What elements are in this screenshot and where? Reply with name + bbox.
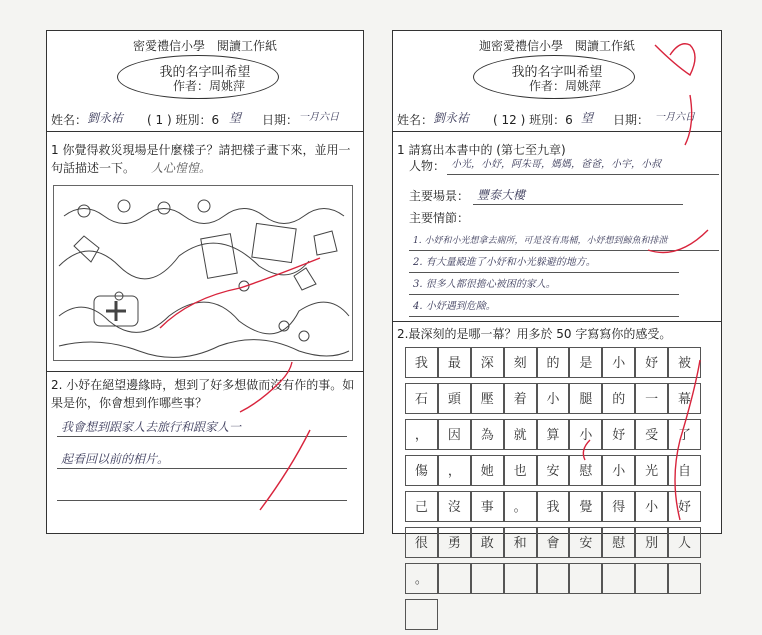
grid-cell: 的 [602, 383, 635, 414]
grid-cell [537, 563, 570, 594]
book-author: 作者：周姚萍 [173, 79, 246, 93]
question-2: 2.最深刻的是哪一幕？用多於 50 字寫寫你的感受。 [397, 327, 672, 341]
grid-cell: 石 [405, 383, 438, 414]
grid-cell [471, 563, 504, 594]
school-header: 迦密愛禮信小學 閱讀工作紙 [478, 39, 635, 53]
divider [47, 371, 363, 372]
grid-cell: 刻 [504, 347, 537, 378]
grid-cell: 小 [569, 419, 602, 450]
grid-cell: 我 [537, 491, 570, 522]
question-1: 1 請寫出本書中的 (第七至九章) [397, 143, 566, 157]
grid-cell: 小 [537, 383, 570, 414]
date-label: 日期： [262, 113, 299, 127]
date-value: 一月六日 [655, 112, 695, 123]
grid-cell: 妤 [635, 347, 668, 378]
plot-label: 主要情節： [409, 211, 470, 225]
grid-cell [635, 563, 668, 594]
grid-cell: 和 [504, 527, 537, 558]
divider [393, 131, 721, 132]
grid-cell: 被 [668, 347, 701, 378]
grid-cell: 就 [504, 419, 537, 450]
grid-cell: ， [438, 455, 471, 486]
grid-cell: 一 [635, 383, 668, 414]
grid-cell: 慰 [569, 455, 602, 486]
answer-2-line-1: 我會想到跟家人去旅行和跟家人一 [57, 417, 347, 437]
grid-cell: 頭 [438, 383, 471, 414]
grid-cell: 壓 [471, 383, 504, 414]
grid-cell: 小 [635, 491, 668, 522]
grid-cell: 事 [471, 491, 504, 522]
worksheet-left [46, 30, 364, 534]
drawing-sketch [54, 186, 353, 361]
class-value: 望 [581, 111, 594, 125]
question-2: 2. 小妤在絕望邊緣時，想到了好多想做而沒有作的事。如果是你，你會想到作哪些事？ [51, 378, 355, 410]
grid-cell [602, 563, 635, 594]
book-title: 我的名字叫希望 [511, 65, 603, 80]
divider [393, 321, 721, 322]
grid-cell [569, 563, 602, 594]
name-label: 姓名： [397, 113, 434, 127]
grid-cell: 為 [471, 419, 504, 450]
answer-2-line-2: 起看回以前的相片。 [57, 449, 347, 469]
grid-cell [438, 563, 471, 594]
grid-cell: 了 [668, 419, 701, 450]
characters-value: 小光，小妤，阿朱哥，媽媽，爸爸，小宇，小叔 [447, 155, 719, 175]
school-header: 密愛禮信小學 閱讀工作紙 [132, 39, 277, 53]
book-author: 作者：周姚萍 [529, 79, 602, 93]
answer-1: 人心惶惶。 [151, 161, 212, 175]
grid-cell: 敢 [471, 527, 504, 558]
answer-2-line-3 [57, 481, 347, 501]
name-value: 劉永祐 [433, 111, 470, 125]
class-value: 望 [229, 111, 242, 125]
grid-cell: 幕 [668, 383, 701, 414]
grid-cell: 妤 [602, 419, 635, 450]
plot-item-3: 3. 很多人都很擔心被困的家人。 [409, 275, 679, 295]
grid-cell: 覺 [569, 491, 602, 522]
name-value: 劉永祐 [87, 111, 124, 125]
name-label: 姓名： [51, 113, 88, 127]
plot-item-1: 1. 小妤和小光想拿去廁所，可是沒有馬桶，小妤想到鯨魚和排泄 [409, 231, 719, 251]
grid-cell: 得 [602, 491, 635, 522]
grid-cell: 受 [635, 419, 668, 450]
book-title: 我的名字叫希望 [159, 65, 251, 80]
grid-cell: 。 [504, 491, 537, 522]
grid-cell: 她 [471, 455, 504, 486]
grid-cell: 我 [405, 347, 438, 378]
setting-label: 主要場景： [409, 189, 470, 203]
rescue-scene-drawing [53, 185, 353, 361]
grid-cell: 己 [405, 491, 438, 522]
plot-item-4: 4. 小妤遇到危險。 [409, 297, 679, 317]
grid-cell: 最 [438, 347, 471, 378]
grid-cell: 着 [504, 383, 537, 414]
grid-cell: 沒 [438, 491, 471, 522]
grid-cell: 很 [405, 527, 438, 558]
grid-cell: 慰 [602, 527, 635, 558]
grid-cell: ， [405, 419, 438, 450]
grid-cell: 會 [537, 527, 570, 558]
characters-label: 人物： [409, 159, 446, 173]
setting-value: 豐泰大樓 [473, 185, 683, 205]
grid-cell: 小 [602, 455, 635, 486]
grid-cell: 算 [537, 419, 570, 450]
grid-cell: 光 [635, 455, 668, 486]
class-number: ( 12 ) 班別：6 [493, 113, 573, 127]
grid-cell: 也 [504, 455, 537, 486]
divider [47, 131, 363, 132]
question-1: 1 你覺得救災現場是什麼樣子？請把樣子畫下來，並用一句話描述一下。 [51, 143, 351, 175]
grid-cell: 傷 [405, 455, 438, 486]
plot-item-2: 2. 有大量殿進了小妤和小光躲避的地方。 [409, 253, 679, 273]
grid-cell [405, 599, 438, 630]
worksheet-right [392, 30, 722, 587]
grid-cell: 妤 [668, 491, 701, 522]
date-value: 一月六日 [299, 112, 339, 123]
writing-grid [405, 347, 701, 635]
grid-cell: 腿 [569, 383, 602, 414]
grid-cell: 深 [471, 347, 504, 378]
grid-cell [668, 563, 701, 594]
grid-cell: 因 [438, 419, 471, 450]
grid-cell: 人 [668, 527, 701, 558]
grid-cell [504, 563, 537, 594]
grid-cell: 。 [405, 563, 438, 594]
grid-cell: 自 [668, 455, 701, 486]
date-label: 日期： [613, 113, 650, 127]
grid-cell: 是 [569, 347, 602, 378]
grid-cell: 安 [569, 527, 602, 558]
grid-cell: 別 [635, 527, 668, 558]
grid-cell: 的 [537, 347, 570, 378]
grid-cell: 安 [537, 455, 570, 486]
class-number: ( 1 ) 班別：6 [147, 113, 220, 127]
grid-cell: 勇 [438, 527, 471, 558]
grid-cell: 小 [602, 347, 635, 378]
